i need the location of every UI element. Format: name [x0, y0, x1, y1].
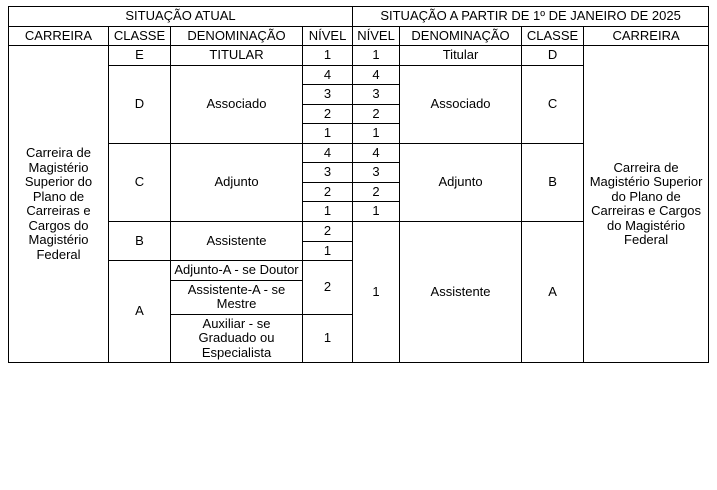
- cell-classe-nova-b: B: [522, 143, 584, 221]
- cell-carreira-atual: Carreira de Magistério Superior do Plano de Carreiras e Cargos do Magistério Federal: [9, 46, 109, 363]
- cell-nivel-novo: 4: [353, 143, 400, 163]
- cell-nivel-novo: 2: [353, 182, 400, 202]
- header-situacao-nova: SITUAÇÃO A PARTIR DE 1º DE JANEIRO DE 2025: [353, 7, 709, 27]
- header-carreira-nova: CARREIRA: [584, 26, 709, 46]
- cell-classe-atual-b: B: [109, 222, 171, 261]
- cell-nivel-atual: 2: [303, 182, 353, 202]
- cell-nivel-atual: 4: [303, 143, 353, 163]
- cell-denominacao-atual-auxiliar: Auxiliar - se Graduado ou Especialista: [171, 314, 303, 363]
- cell-classe-nova-a: A: [522, 222, 584, 363]
- cell-classe-atual-a: A: [109, 261, 171, 363]
- cell-nivel-atual: 3: [303, 163, 353, 183]
- cell-nivel-atual: 2: [303, 261, 353, 315]
- cell-nivel-atual: 1: [303, 314, 353, 363]
- career-transition-table: [8, 6, 709, 363]
- header-classe-atual: CLASSE: [109, 26, 171, 46]
- cell-nivel-novo: 4: [353, 65, 400, 85]
- cell-denominacao-nova-assistente: Assistente: [400, 222, 522, 363]
- header-situacao-atual: SITUAÇÃO ATUAL: [9, 7, 353, 27]
- cell-nivel-novo: 1: [353, 222, 400, 363]
- cell-denominacao-nova-titular: Titular: [400, 46, 522, 66]
- cell-denominacao-atual-assistente-a: Assistente-A - se Mestre: [171, 280, 303, 314]
- table-row: [9, 46, 709, 66]
- table-header-group-row: [9, 7, 709, 27]
- cell-classe-atual-c: C: [109, 143, 171, 221]
- cell-denominacao-nova-associado: Associado: [400, 65, 522, 143]
- header-classe-nova: CLASSE: [522, 26, 584, 46]
- cell-nivel-novo: 1: [353, 46, 400, 66]
- cell-denominacao-atual-assistente: Assistente: [171, 222, 303, 261]
- header-denominacao-atual: DENOMINAÇÃO: [171, 26, 303, 46]
- cell-nivel-atual: 1: [303, 202, 353, 222]
- cell-nivel-atual: 1: [303, 46, 353, 66]
- cell-denominacao-atual-adjunto-a: Adjunto-A - se Doutor: [171, 261, 303, 281]
- header-nivel-novo: NÍVEL: [353, 26, 400, 46]
- cell-nivel-atual: 2: [303, 222, 353, 242]
- cell-classe-nova-d: D: [522, 46, 584, 66]
- cell-nivel-novo: 3: [353, 163, 400, 183]
- document-body: [0, 6, 717, 490]
- cell-nivel-atual: 1: [303, 124, 353, 144]
- cell-nivel-atual: 4: [303, 65, 353, 85]
- cell-classe-nova-c: C: [522, 65, 584, 143]
- cell-nivel-atual: 1: [303, 241, 353, 261]
- cell-nivel-novo: 3: [353, 85, 400, 105]
- cell-classe-atual-d: D: [109, 65, 171, 143]
- cell-denominacao-nova-adjunto: Adjunto: [400, 143, 522, 221]
- cell-nivel-novo: 1: [353, 202, 400, 222]
- cell-denominacao-atual-titular: TITULAR: [171, 46, 303, 66]
- cell-nivel-atual: 2: [303, 104, 353, 124]
- cell-classe-atual-e: E: [109, 46, 171, 66]
- header-denominacao-nova: DENOMINAÇÃO: [400, 26, 522, 46]
- cell-denominacao-atual-adjunto: Adjunto: [171, 143, 303, 221]
- cell-nivel-novo: 2: [353, 104, 400, 124]
- header-carreira-atual: CARREIRA: [9, 26, 109, 46]
- cell-carreira-nova: Carreira de Magistério Superior do Plano de Carreiras e Cargos do Magistério Federal: [584, 46, 709, 363]
- cell-denominacao-atual-associado: Associado: [171, 65, 303, 143]
- table-header-column-row: [9, 26, 709, 46]
- cell-nivel-novo: 1: [353, 124, 400, 144]
- header-nivel-atual: NÍVEL: [303, 26, 353, 46]
- cell-nivel-atual: 3: [303, 85, 353, 105]
